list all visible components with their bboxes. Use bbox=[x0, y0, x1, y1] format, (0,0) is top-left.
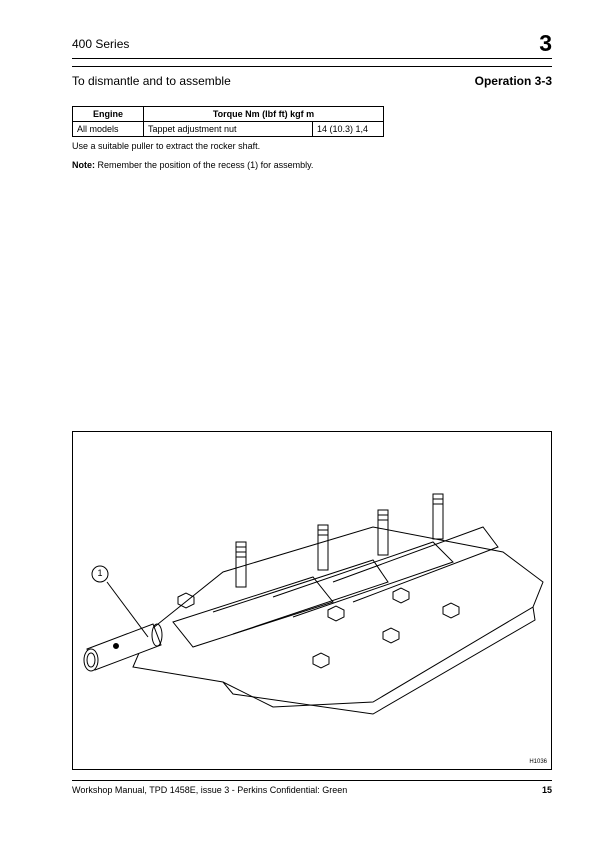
operation-number: Operation 3-3 bbox=[474, 74, 552, 88]
section-title: To dismantle and to assemble bbox=[72, 74, 231, 88]
footer-rule bbox=[72, 780, 552, 781]
manual-series: 400 Series bbox=[72, 37, 130, 51]
header-rule bbox=[72, 58, 552, 59]
table-header-row bbox=[73, 107, 384, 122]
note-paragraph bbox=[72, 160, 313, 170]
item-cell: Tappet adjustment nut bbox=[144, 122, 313, 137]
instruction-text: Use a suitable puller to extract the rocker shaft. bbox=[72, 141, 261, 151]
header-rule-2 bbox=[72, 66, 552, 67]
rocker-assembly-drawing bbox=[73, 432, 551, 769]
value-cell: 14 (10.3) 1,4 bbox=[313, 122, 384, 137]
engine-column-header: Engine bbox=[73, 107, 144, 122]
cylinder-head-illustration bbox=[72, 431, 552, 770]
table-row bbox=[73, 122, 384, 137]
figure-code: H1036 bbox=[529, 759, 547, 765]
page-number: 15 bbox=[541, 785, 552, 795]
footer-text: Workshop Manual, TPD 1458E, issue 3 - Perkins Confidential: Green bbox=[72, 785, 348, 795]
note-text: Remember the position of the recess (1) for assembly. bbox=[97, 160, 314, 170]
chapter-number: 3 bbox=[539, 30, 552, 56]
torque-column-header: Torque Nm (lbf ft) kgf m bbox=[144, 107, 384, 122]
engine-cell: All models bbox=[73, 122, 144, 137]
callout-number: 1 bbox=[97, 568, 103, 578]
torque-table bbox=[72, 106, 384, 137]
note-label: Note: bbox=[72, 160, 95, 170]
